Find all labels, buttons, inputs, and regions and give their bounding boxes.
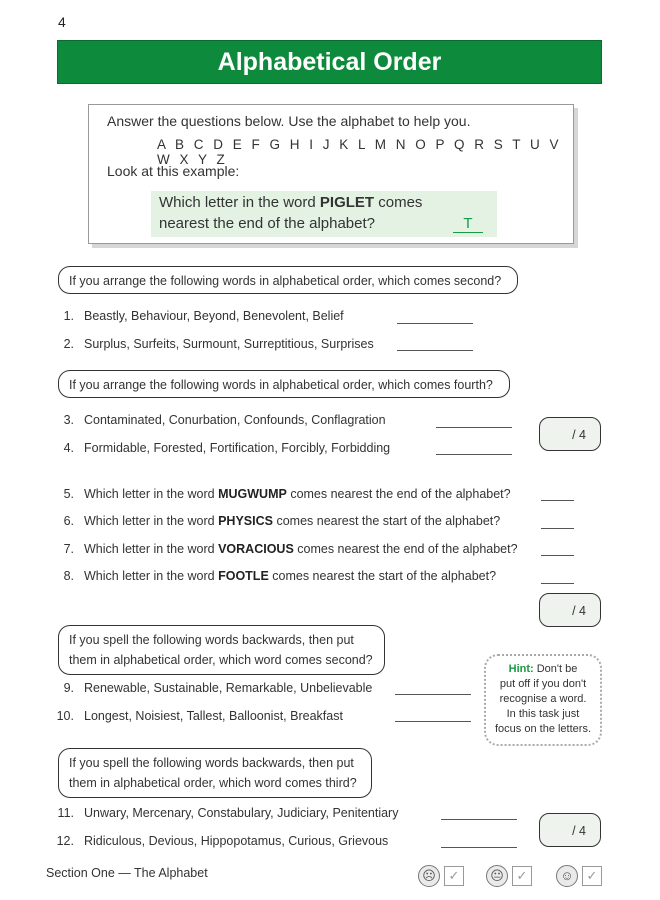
tick-box-neutral[interactable]: ✓ [512,866,532,886]
instruction-text: Answer the questions below. Use the alphabet to help you. [107,113,471,129]
intro-box [88,104,574,244]
tick-box-sad[interactable]: ✓ [444,866,464,886]
question-3: 3. Contaminated, Conurbation, Confounds, Conflagration [63,413,386,427]
example-question-line2: nearest the end of the alphabet? [159,215,376,232]
happy-face-icon[interactable]: ☺ [556,865,578,887]
score-box-section3: / 4 [539,593,601,627]
question-8: 8. Which letter in the word FOOTLE comes nearest the start of the alphabet? [63,569,497,583]
answer-blank-6[interactable] [541,527,574,529]
answer-blank-5[interactable] [541,499,574,501]
example-word: PIGLET [319,194,375,211]
section1-prompt: If you arrange the following words in alphabetical order, which comes second? [58,266,518,294]
example-box [151,191,497,237]
answer-blank-2[interactable] [397,349,473,351]
section4-prompt: If you spell the following words backwards, then put them in alphabetical order, which word comes second? [58,625,385,675]
question-7: 7. Which letter in the word VORACIOUS comes nearest the end of the alphabet? [63,542,518,556]
question-12: 12. Ridiculous, Devious, Hippopotamus, Curious, Grievous [56,834,389,848]
page-number: 4 [58,14,66,30]
score-box-section5: / 4 [539,813,601,847]
question-2: 2. Surplus, Surfeits, Surmount, Surreptitious, Surprises [63,337,374,351]
question-6: 6. Which letter in the word PHYSICS comes nearest the start of the alphabet? [63,514,501,528]
answer-blank-12[interactable] [441,846,517,848]
answer-blank-9[interactable] [395,693,471,695]
example-answer: T [453,215,483,233]
sad-face-icon[interactable]: ☹ [418,865,440,887]
section2-prompt: If you arrange the following words in alphabetical order, which comes fourth? [58,370,510,398]
hint-box: Hint: Don't be put off if you don't recognise a word. In this task just focus on the letters. [484,654,602,746]
example-question-line1: Which letter in the word PIGLET comes [159,194,423,211]
answer-blank-10[interactable] [395,720,471,722]
score-box-section2: / 4 [539,417,601,451]
answer-blank-3[interactable] [436,426,512,428]
example-label: Look at this example: [107,163,240,179]
section5-prompt: If you spell the following words backwards, then put them in alphabetical order, which word comes third? [58,748,372,798]
question-1: 1. Beastly, Behaviour, Beyond, Benevolent, Belief [63,309,344,323]
answer-blank-4[interactable] [436,453,512,455]
question-5: 5. Which letter in the word MUGWUMP comes nearest the end of the alphabet? [63,487,511,501]
question-10: 10. Longest, Noisiest, Tallest, Balloonist, Breakfast [56,709,343,723]
question-4: 4. Formidable, Forested, Fortification, Forcibly, Forbidding [63,441,391,455]
answer-blank-8[interactable] [541,582,574,584]
alphabet-line: A B C D E F G H I J K L M N O P Q R S T U V W X Y Z [157,137,562,167]
answer-blank-1[interactable] [397,322,473,324]
answer-blank-11[interactable] [441,818,517,820]
answer-blank-7[interactable] [541,554,574,556]
question-9: 9. Renewable, Sustainable, Remarkable, Unbelievable [63,681,373,695]
hint-title: Hint: [508,663,534,675]
neutral-face-icon[interactable]: 😐 [486,865,508,887]
page-title: Alphabetical Order [57,40,602,84]
footer-section-label: Section One — The Alphabet [46,866,208,880]
question-11: 11. Unwary, Mercenary, Constabulary, Judiciary, Penitentiary [57,806,399,820]
tick-box-happy[interactable]: ✓ [582,866,602,886]
